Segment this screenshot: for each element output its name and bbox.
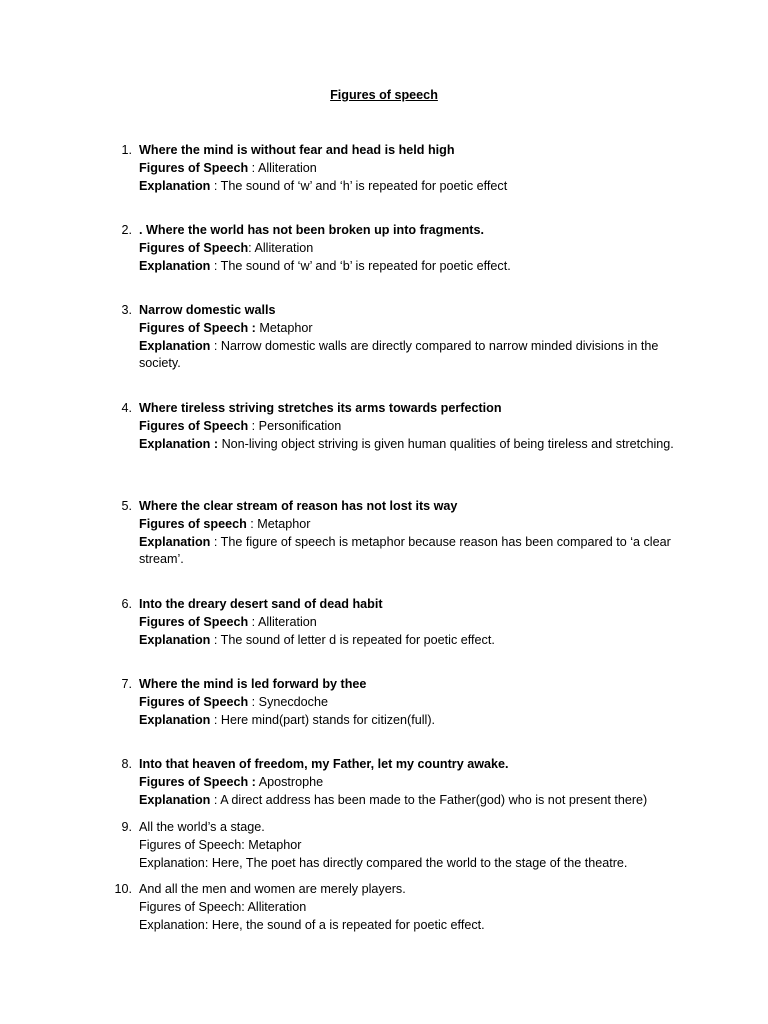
list-item <box>121 400 679 453</box>
item-explanation <box>139 178 679 196</box>
figure-separator: : <box>248 160 258 175</box>
item-line: Narrow domestic walls <box>139 303 276 317</box>
figure-separator: : <box>248 240 255 255</box>
list-item <box>121 142 679 195</box>
item-figure <box>139 418 679 436</box>
item-figure: Figures of Speech: Alliteration <box>139 899 307 914</box>
item-line: Into the dreary desert sand of dead habit <box>139 597 383 611</box>
figure-value: Metaphor <box>257 516 311 531</box>
item-number: 6. <box>121 597 132 611</box>
item-line: Where the mind is without fear and head is held high <box>139 143 455 157</box>
explanation-separator: : <box>210 632 221 647</box>
item-line: Where the mind is led forward by thee <box>139 677 367 691</box>
item-explanation: Explanation: Here, the sound of a is repeated for poetic effect. <box>139 917 485 932</box>
item-number: 7. <box>121 677 132 691</box>
figure-label: Figures of Speech <box>139 694 249 709</box>
explanation-label: Explanation <box>139 178 211 193</box>
item-explanation <box>139 534 679 570</box>
list-item <box>121 302 679 373</box>
item-line: All the world’s a stage. <box>139 820 265 834</box>
list-item <box>121 756 699 809</box>
figure-value: Apostrophe <box>258 774 324 789</box>
explanation-label: Explanation <box>139 792 211 807</box>
item-number: 10. <box>114 882 132 896</box>
item-figure <box>139 160 679 178</box>
item-figure <box>139 320 679 338</box>
item-figure <box>139 614 679 632</box>
document-title: Figures of speech <box>330 88 438 102</box>
item-figure <box>139 516 679 534</box>
item-number: 2. <box>121 223 132 237</box>
item-figure <box>139 240 679 258</box>
explanation-label: Explanation <box>139 338 211 353</box>
item-line: Where the clear stream of reason has not lost its way <box>139 499 458 513</box>
list-item <box>121 819 699 872</box>
figure-label: Figures of Speech <box>139 614 249 629</box>
figure-value: Synecdoche <box>258 694 328 709</box>
explanation-separator: : <box>210 178 221 193</box>
explanation-text: Narrow domestic walls are directly compared to narrow minded divisions in the society. <box>139 338 659 371</box>
list-item <box>121 676 679 729</box>
explanation-text: The figure of speech is metaphor because reason has been compared to ‘a clear stream’. <box>139 534 671 567</box>
item-number: 9. <box>121 820 132 834</box>
list-item <box>114 881 699 934</box>
item-line: . Where the world has not been broken up into fragments. <box>139 223 484 237</box>
figure-value: Alliteration <box>254 240 314 255</box>
item-explanation <box>139 436 679 454</box>
list-item <box>121 596 679 649</box>
figure-label: Figures of speech <box>139 516 247 531</box>
explanation-label: Explanation <box>139 632 211 647</box>
explanation-label: Explanation <box>139 534 211 549</box>
figure-separator: : <box>246 516 258 531</box>
explanation-separator: : <box>210 534 221 549</box>
figure-label: Figures of Speech <box>139 160 249 175</box>
item-figure <box>139 694 679 712</box>
explanation-text: The sound of ‘w’ and ‘h’ is repeated for poetic effect <box>220 178 508 193</box>
explanation-label: Explanation : <box>139 436 219 451</box>
figure-label: Figures of Speech <box>139 240 249 255</box>
list-item <box>121 222 679 275</box>
item-figure: Figures of Speech: Metaphor <box>139 837 302 852</box>
figure-separator: : <box>248 418 259 433</box>
explanation-text: The sound of letter d is repeated for poetic effect. <box>220 632 495 647</box>
item-explanation <box>139 792 699 810</box>
explanation-separator: : <box>210 792 221 807</box>
explanation-label: Explanation <box>139 258 211 273</box>
figure-separator: : <box>248 614 258 629</box>
explanation-separator: : <box>210 712 221 727</box>
figure-label: Figures of Speech <box>139 418 249 433</box>
item-line: And all the men and women are merely players. <box>139 882 406 896</box>
item-number: 5. <box>121 499 132 513</box>
explanation-label: Explanation <box>139 712 211 727</box>
explanation-separator: : <box>210 258 221 273</box>
figure-label: Figures of Speech : <box>139 320 256 335</box>
explanation-text: Non-living object striving is given human qualities of being tireless and stretching. <box>221 436 674 451</box>
item-line: Into that heaven of freedom, my Father, let my country awake. <box>139 757 509 771</box>
figure-value: Personification <box>258 418 342 433</box>
item-explanation <box>139 712 679 730</box>
item-explanation <box>139 632 679 650</box>
list-item <box>121 498 679 569</box>
figure-label: Figures of Speech : <box>139 774 256 789</box>
item-number: 3. <box>121 303 132 317</box>
item-explanation: Explanation: Here, The poet has directly compared the world to the stage of the theatre. <box>139 855 628 870</box>
item-figure <box>139 774 699 792</box>
figure-separator: : <box>248 694 259 709</box>
explanation-text: Here mind(part) stands for citizen(full). <box>220 712 436 727</box>
explanation-text: A direct address has been made to the Father(god) who is not present there) <box>220 792 648 807</box>
item-explanation <box>139 258 679 276</box>
item-number: 1. <box>121 143 132 157</box>
item-number: 4. <box>121 401 132 415</box>
explanation-separator: : <box>210 338 221 353</box>
item-number: 8. <box>121 757 132 771</box>
figure-value: Metaphor <box>259 320 313 335</box>
item-explanation <box>139 338 679 374</box>
figure-value: Alliteration <box>257 160 317 175</box>
figure-value: Alliteration <box>257 614 317 629</box>
item-line: Where tireless striving stretches its arms towards perfection <box>139 401 502 415</box>
explanation-text: The sound of ‘w’ and ‘b’ is repeated for poetic effect. <box>220 258 511 273</box>
